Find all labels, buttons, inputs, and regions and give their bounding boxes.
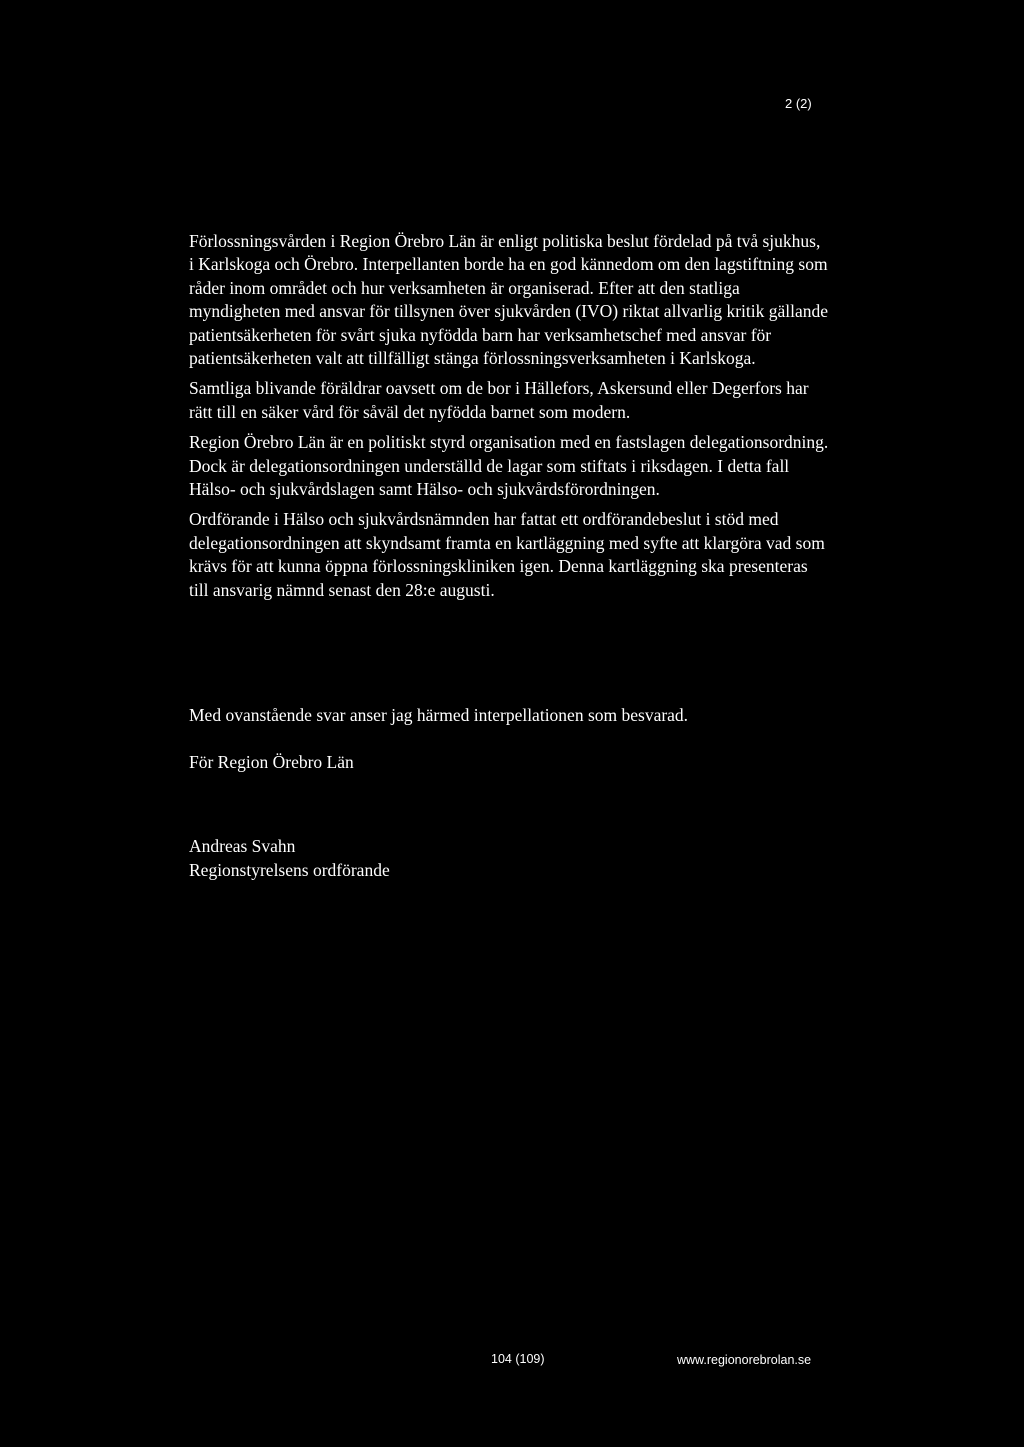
- signature-block: [189, 834, 390, 882]
- paragraph-2: Samtliga blivande föräldrar oavsett om de bor i Hällefors, Askersund eller Degerfors har rätt till en säker vård för såväl det nyfödda barnet som modern.: [189, 378, 809, 422]
- paragraph-3: Region Örebro Län är en politiskt styrd organisation med en fastslagen delegationsordning. Dock är delegationsordningen underställd de lagar som stiftats i riksdagen. I detta fall Hälso- och sjukvårdslagen samt Hälso- och sjukvårdsförordningen.: [189, 432, 829, 500]
- closing-statement: Med ovanstående svar anser jag härmed interpellationen som besvarad.: [189, 705, 689, 725]
- footer-document-page: 104 (109): [491, 1352, 545, 1366]
- footer-website-link[interactable]: www.regionorebrolan.se: [677, 1353, 812, 1367]
- signer-name: Andreas Svahn: [189, 836, 296, 856]
- signer-title: Regionstyrelsens ordförande: [189, 860, 390, 880]
- paragraph-4: Ordförande i Hälso och sjukvårdsnämnden har fattat ett ordförandebeslut i stöd med delegationsordningen att skyndsamt framta en kartläggning med syfte att klargöra vad som krävs för att kunna öppna förlossningskliniken igen. Denna kartläggning ska presenteras till ansvarig nämnd senast den 28:e augusti.: [189, 509, 825, 600]
- letter-body: [189, 230, 829, 609]
- paragraph-1: Förlossningsvården i Region Örebro Län är enligt politiska beslut fördelad på två sjukhus, i Karlskoga och Örebro. Interpellanten borde ha en god kännedom om den lagstiftning som råder inom området och hur verksamheten är organiserad. Efter att den statliga myndigheten med ansvar för tillsynen över sjukvården (IVO) riktat allvarlig kritik gällande patientsäkerheten för svårt sjuka nyfödda barn har verksamhetschef med ansvar för patientsäkerheten valt att tillfälligt stänga förlossningsverksamheten i Karlskoga.: [189, 231, 829, 369]
- page-number: 2 (2): [785, 96, 812, 111]
- sign-off-greeting: För Region Örebro Län: [189, 752, 354, 772]
